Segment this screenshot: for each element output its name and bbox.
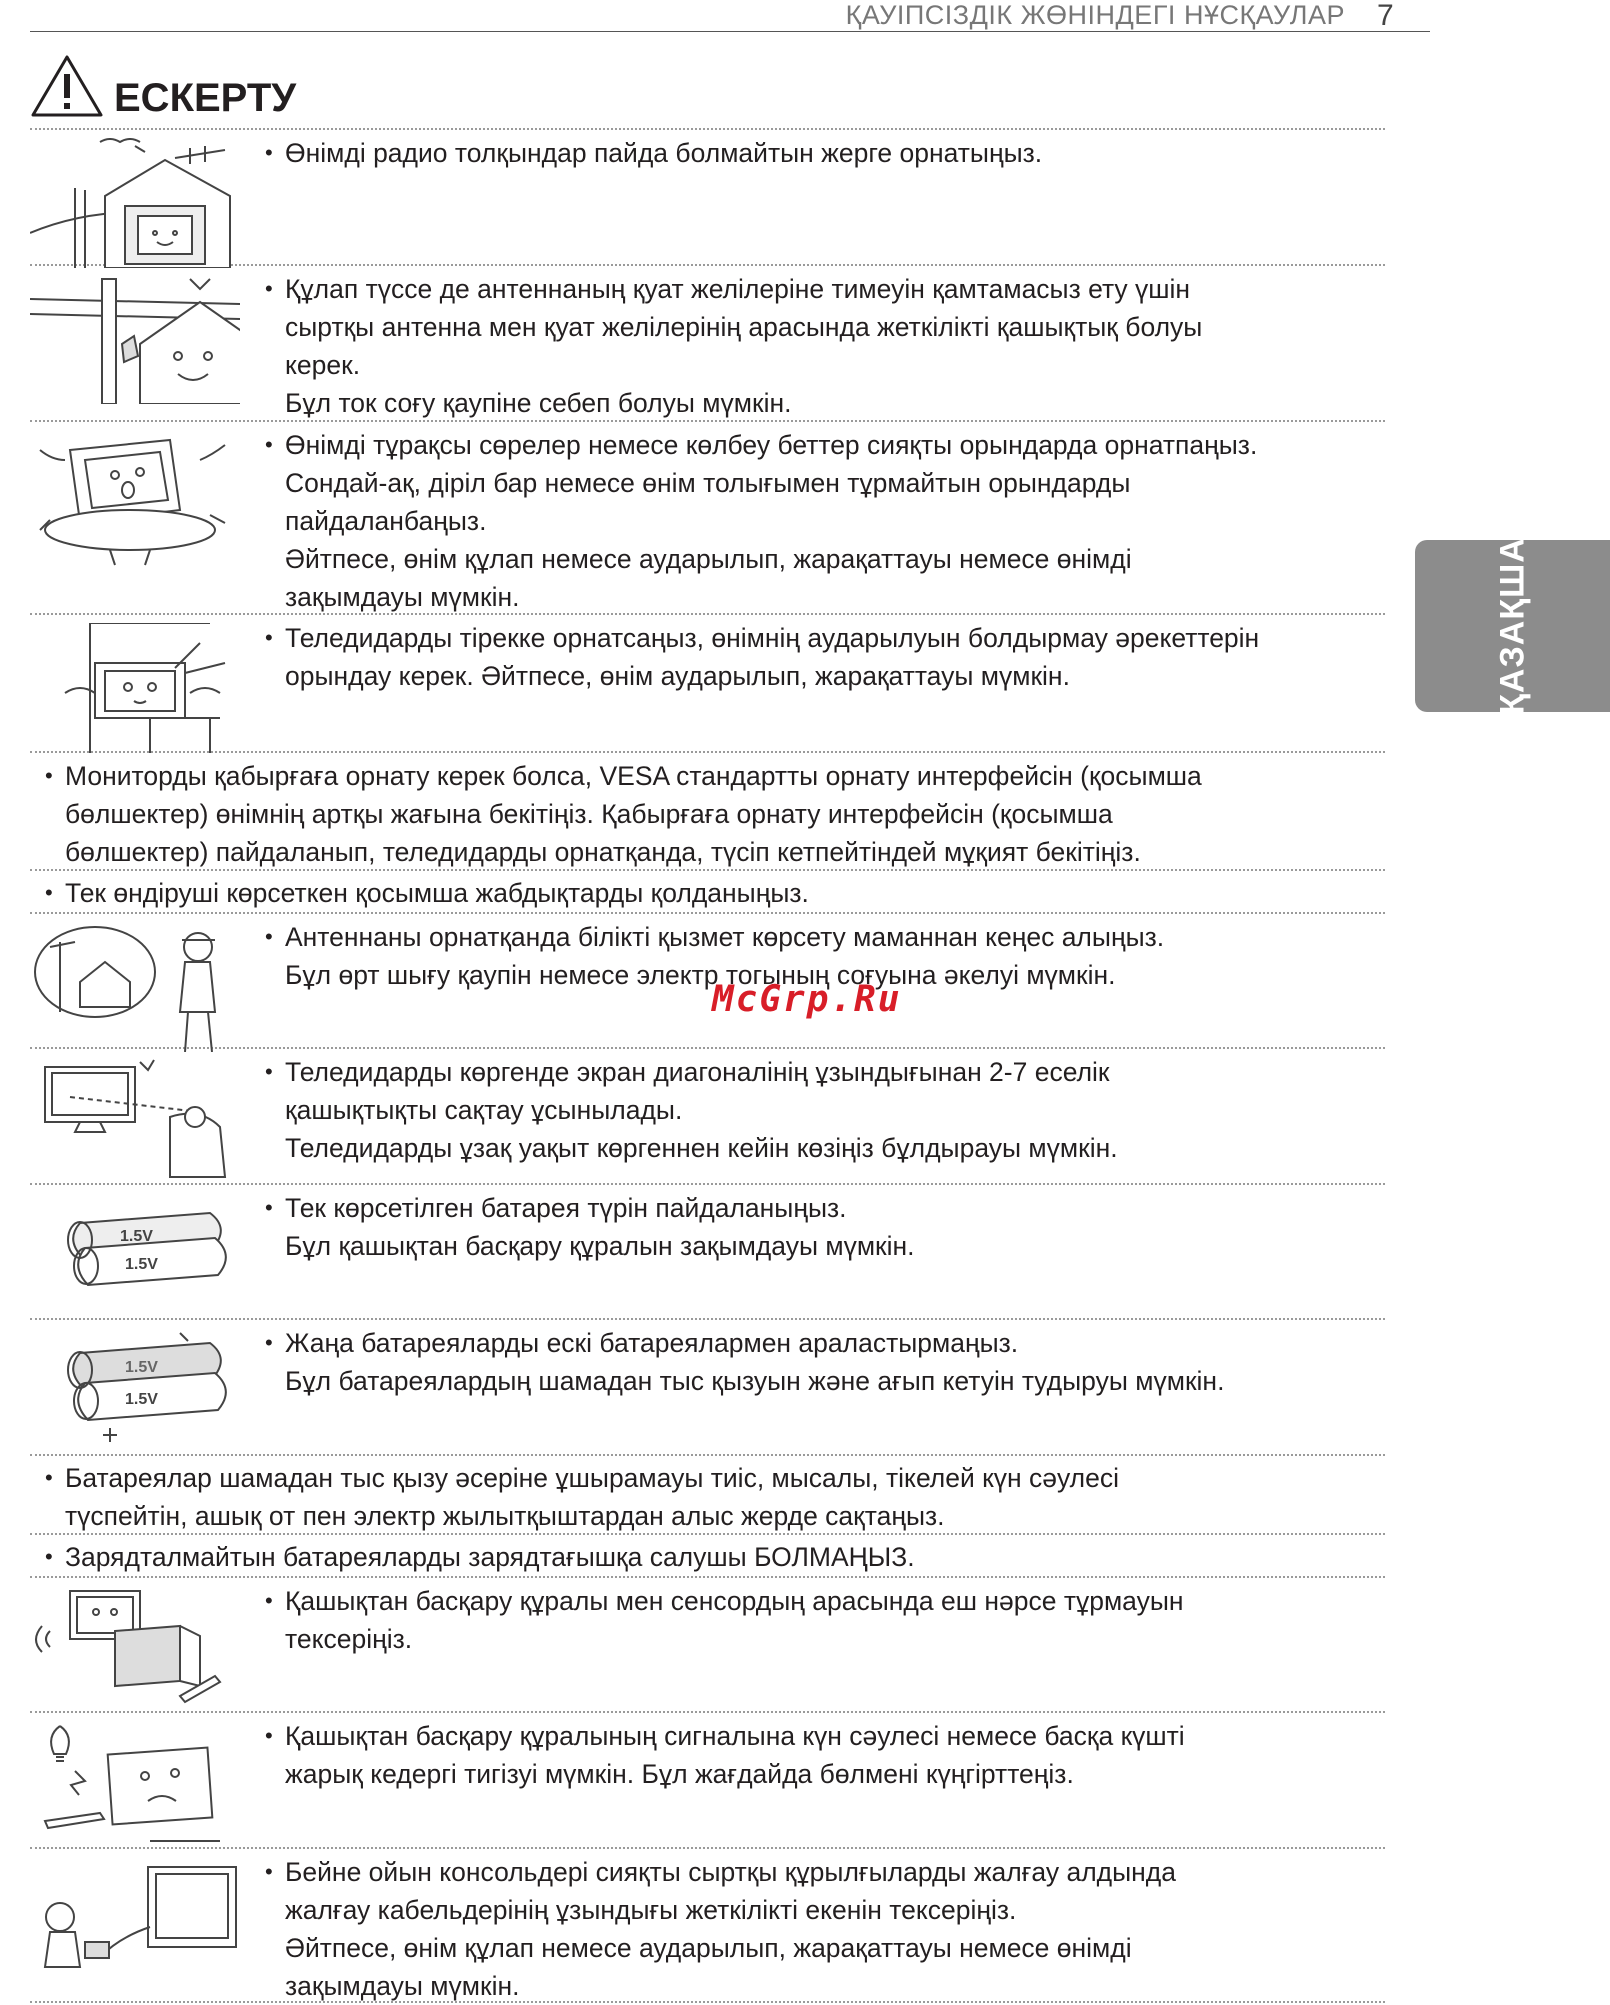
body-text: сыртқы антенна мен қуат желілерінің арасында жеткілікті қашықтық болуы xyxy=(285,312,1203,342)
divider xyxy=(30,1576,1385,1578)
body-text: тексеріңіз. xyxy=(285,1624,413,1654)
mixed-battery-illustration xyxy=(30,1328,240,1458)
bullet-marker: • xyxy=(265,1723,273,1748)
body-text: Сондай-ақ, діріл бар немесе өнім толығымен тұрмайтын орындарды xyxy=(285,468,1131,498)
language-tab-label: ҚАЗАҚША xyxy=(1493,537,1531,715)
body-text: жалғау кабельдерінің ұзындығы жеткілікті екенін тексеріңіз. xyxy=(285,1895,1017,1925)
antenna-power-line-illustration xyxy=(30,274,240,404)
body-text: Мониторды қабырғаға орнату керек болса, VESA стандартты орнату интерфейсін (қосымша xyxy=(65,761,1202,791)
body-text: Тек көрсетілген батарея түрін пайдаланыңыз. xyxy=(285,1193,847,1223)
bullet-marker: • xyxy=(265,1859,273,1884)
body-text: Теледидарды тірекке орнатсаңыз, өнімнің аударылуын болдырмау әрекеттерін xyxy=(285,623,1260,653)
body-text: Бұл батареялардың шамадан тыс қызуын және ағып кетуін тудыруы мүмкін. xyxy=(285,1366,1225,1396)
body-text: Теледидарды ұзақ уақыт көргеннен кейін көзіңіз бұлдырауы мүмкін. xyxy=(285,1133,1118,1163)
body-text: Әйтпесе, өнім құлап немесе аударылып, жарақаттауы немесе өнімді xyxy=(285,544,1132,574)
body-text: Өнімді радио толқындар пайда болмайтын жерге орнатыңыз. xyxy=(285,138,1043,168)
header-divider xyxy=(30,31,1430,32)
bullet-marker: • xyxy=(265,432,273,457)
body-text: пайдаланбаңыз. xyxy=(285,506,487,536)
body-text: Қашықтан басқару құралы мен сенсордың арасында еш нәрсе тұрмауын xyxy=(285,1586,1184,1616)
battery-label: 1.5V xyxy=(125,1359,158,1376)
bullet-marker: • xyxy=(265,924,273,949)
body-text: Қашықтан басқару құралының сигналына күн сәулесі немесе басқа күшті xyxy=(285,1721,1185,1751)
divider xyxy=(30,1318,1385,1320)
body-text: Әйтпесе, өнім құлап немесе аударылып, жарақаттауы немесе өнімді xyxy=(285,1933,1132,1963)
body-text: зақымдауы мүмкін. xyxy=(285,1971,520,2001)
warning-triangle-icon xyxy=(30,54,104,118)
bullet-marker: • xyxy=(265,1059,273,1084)
body-text: Жаңа батареяларды ескі батареялармен араластырмаңыз. xyxy=(285,1328,1019,1358)
body-text: Бейне ойын консольдері сияқты сыртқы құрылғыларды жалғау алдында xyxy=(285,1857,1177,1887)
bullet-marker: • xyxy=(45,1465,53,1490)
divider xyxy=(30,128,1385,130)
page-number: 7 xyxy=(1377,0,1394,32)
light-interference-illustration xyxy=(30,1721,240,1846)
body-text: түспейтін, ашық от пен электр жылытқыштардан алыс жерде сақтаңыз. xyxy=(65,1501,945,1531)
bullet-marker: • xyxy=(265,625,273,650)
language-tab xyxy=(1415,537,1610,715)
body-text: керек. xyxy=(285,350,361,380)
body-text: Теледидарды көргенде экран диагоналінің ұзындығынан 2-7 еселік xyxy=(285,1057,1110,1087)
viewing-distance-illustration xyxy=(30,1057,240,1187)
bullet-marker: • xyxy=(45,1544,53,1569)
body-text: бөлшектер) өнімнің артқы жағына бекітіңіз. Қабырғаға орнату интерфейсін (қосымша xyxy=(65,799,1113,829)
body-text: Өнімді тұрақсы сөрелер немесе көлбеу беттер сияқты орындарда орнатпаңыз. xyxy=(285,430,1258,460)
bullet-marker: • xyxy=(265,1330,273,1355)
battery-label: 1.5V xyxy=(125,1391,158,1408)
body-text: қашықтықты сақтау ұсынылады. xyxy=(285,1095,683,1125)
technician-illustration xyxy=(30,922,240,1052)
body-text: Тек өндіруші көрсеткен қосымша жабдықтарды қолданыңыз. xyxy=(65,878,809,908)
bullet-marker: • xyxy=(45,763,53,788)
body-text: Бұл өрт шығу қаупін немесе электр тогының соғуына әкелуі мүмкін. xyxy=(285,960,1116,990)
bullet-marker: • xyxy=(45,880,53,905)
running-header: ҚАУІПСІЗДІК ЖӨНІНДЕГІ НҰСҚАУЛАР xyxy=(845,0,1345,30)
body-text: орындау керек. Әйтпесе, өнім аударылып, жарақаттауы мүмкін. xyxy=(285,661,1070,691)
body-text: Зарядталмайтын батареяларды зарядтағышқа салушы БОЛМАҢЫЗ. xyxy=(65,1542,915,1572)
divider xyxy=(30,1847,1385,1849)
bullet-marker: • xyxy=(265,276,273,301)
battery-label: 1.5V xyxy=(125,1256,158,1273)
body-text: Бұл ток соғу қаупіне себеп болуы мүмкін. xyxy=(285,388,792,418)
body-text: зақымдауы мүмкін. xyxy=(285,582,520,612)
bullet-marker: • xyxy=(265,1195,273,1220)
body-text: Құлап түссе де антеннаның қуат желілеріне тимеуін қамтамасыз ету үшін xyxy=(285,274,1191,304)
remote-obstruction-illustration xyxy=(30,1586,240,1706)
body-text: Батареялар шамадан тыс қызу әсеріне ұшырамауы тиіс, мысалы, тікелей күн сәулесі xyxy=(65,1463,1120,1493)
body-text: жарық кедергі тигізуі мүмкін. Бұл жағдайда бөлмені күңгірттеңіз. xyxy=(285,1759,1074,1789)
watermark-text: McGrp.Ru xyxy=(712,979,902,1020)
body-text: Антеннаны орнатқанда білікті қызмет көрсету маманнан кеңес алыңыз. xyxy=(285,922,1165,952)
battery-illustration xyxy=(30,1193,240,1303)
body-text: бөлшектер) пайдаланып, теледидарды орнатқанда, түсіп кетпейтіндей мұқият бекітіңіз. xyxy=(65,837,1141,867)
battery-label: 1.5V xyxy=(120,1228,153,1245)
bullet-marker: • xyxy=(265,1588,273,1613)
house-antenna-illustration xyxy=(30,138,240,268)
cable-length-illustration xyxy=(30,1857,240,1977)
page-title: ЕСКЕРТУ xyxy=(114,76,297,120)
bullet-marker: • xyxy=(265,140,273,165)
divider xyxy=(30,912,1385,914)
wall-secured-tv-illustration xyxy=(30,623,240,753)
divider xyxy=(30,1711,1385,1713)
tilting-tv-illustration xyxy=(30,430,240,570)
body-text: Бұл қашықтан басқару құралын зақымдауы мүмкін. xyxy=(285,1231,915,1261)
